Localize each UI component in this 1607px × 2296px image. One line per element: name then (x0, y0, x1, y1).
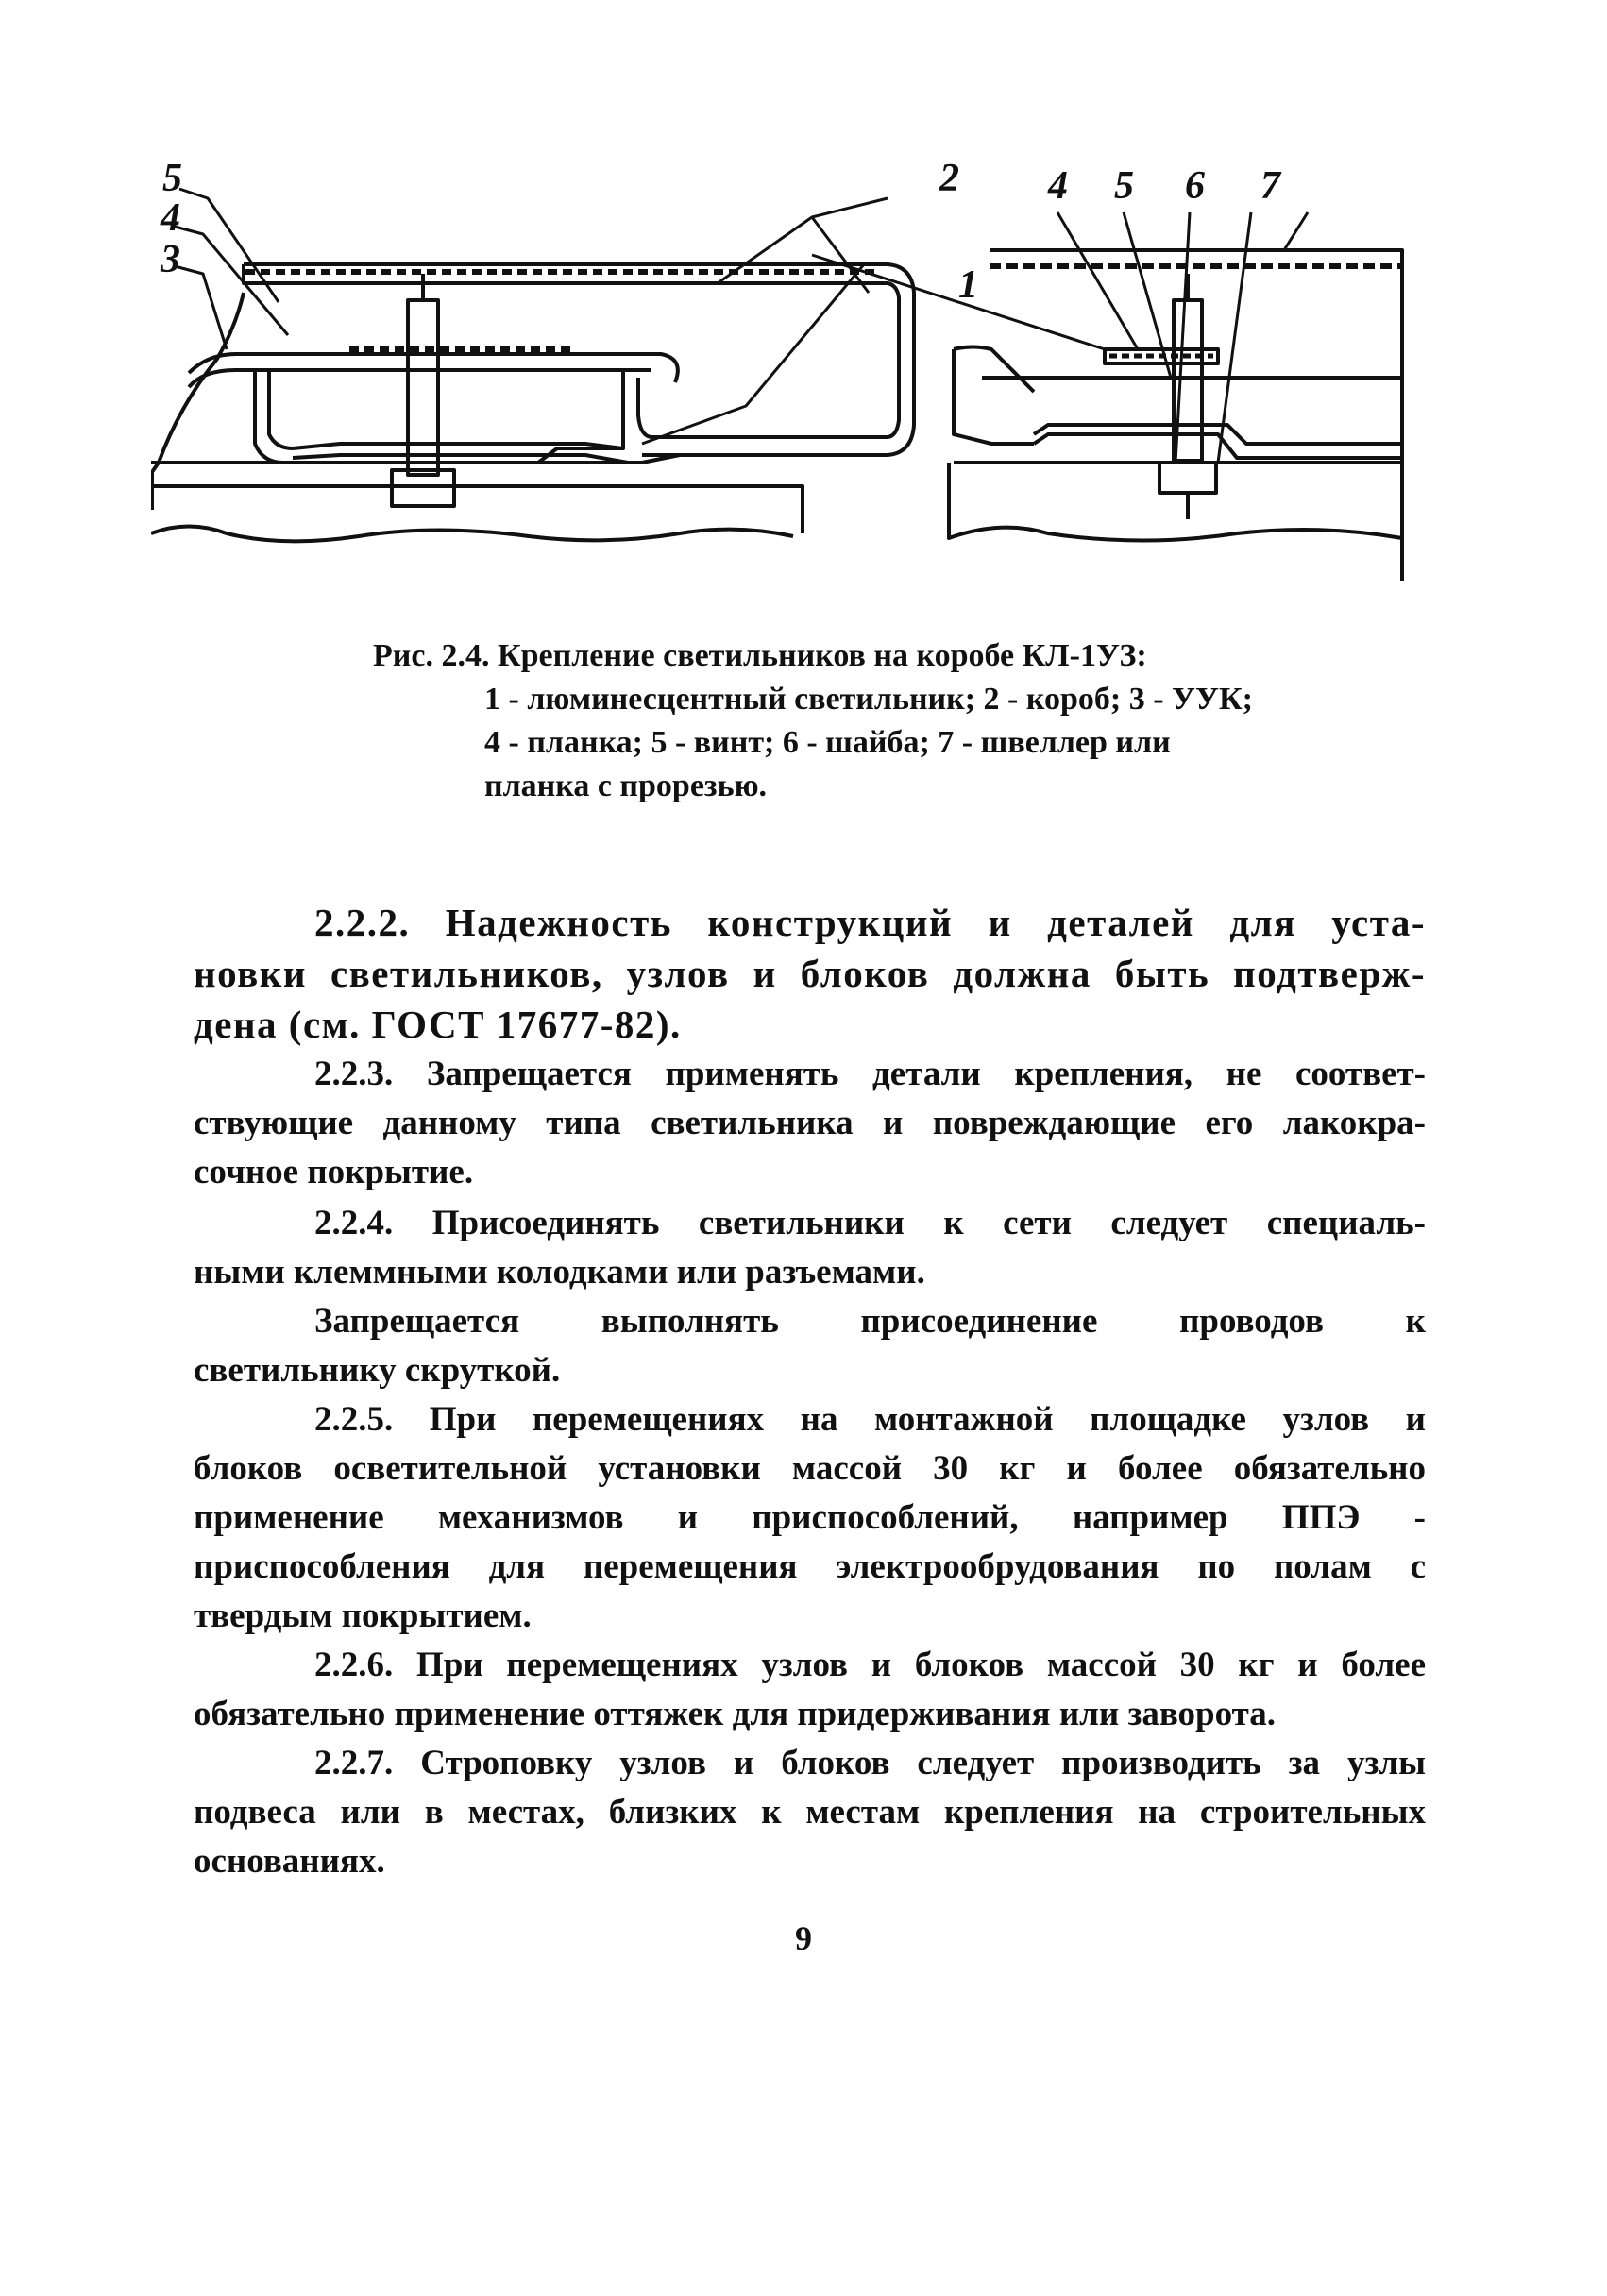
callout-6: 6 (1185, 164, 1205, 208)
caption-line: 1 - люминесцентный светильник; 2 - короб; 3 - УУК; (484, 682, 1253, 717)
paragraph-2-2-3 (194, 1050, 1426, 1197)
callout-5-left: 5 (162, 160, 182, 200)
text-line: 2.2.7. Строповку узлов и блоков следует производить за узлы (314, 1744, 1426, 1782)
callout-4-right: 4 (1048, 164, 1068, 208)
text-line: Запрещается выполнять присоединение проводов к (314, 1302, 1426, 1341)
text-line: новки светильников, узлов и блоков должна быть подтверж- (194, 952, 1426, 995)
callout-3-left: 3 (161, 238, 180, 281)
callout-4-left: 4 (161, 196, 180, 240)
text-line: ными клеммными колодками или разъемами. (194, 1253, 925, 1292)
figure-caption (373, 634, 1364, 808)
page-number: 9 (795, 1919, 812, 1957)
text-line: 2.2.5. При перемещениях на монтажной площадке узлов и (314, 1400, 1426, 1439)
callout-2: 2 (939, 160, 959, 200)
caption-line: планка с прорезью. (484, 768, 768, 803)
paragraph-2-2-7 (194, 1739, 1426, 1886)
paragraph-2-2-4-note (194, 1297, 1426, 1395)
text-line: дена (см. ГОСТ 17677-82). (194, 1003, 682, 1046)
text-line: применение механизмов и приспособлений, например ППЭ - (194, 1498, 1426, 1537)
text-line: блоков осветительной установки массой 30 кг и более обязательно (194, 1449, 1426, 1488)
callout-1: 1 (958, 263, 978, 307)
caption-line: Рис. 2.4. Крепление светильников на коробе КЛ-1УЗ: (373, 638, 1147, 673)
text-line: 2.2.6. При перемещениях узлов и блоков массой 30 кг и более (314, 1646, 1426, 1684)
text-line: основаниях. (194, 1842, 385, 1881)
text-line: 2.2.4. Присоединять светильники к сети следует специаль- (314, 1204, 1426, 1242)
callout-5-right: 5 (1114, 164, 1134, 208)
text-line: 2.2.3. Запрещается применять детали крепления, не соответ- (314, 1055, 1426, 1093)
paragraph-2-2-6 (194, 1641, 1426, 1739)
technical-drawing (151, 160, 1407, 604)
paragraph-2-2-4 (194, 1199, 1426, 1297)
text-line: твердым покрытием. (194, 1596, 532, 1635)
paragraph-2-2-2 (194, 897, 1426, 1050)
figure-mounting-drawing (151, 160, 1407, 604)
text-line: светильнику скруткой. (194, 1351, 561, 1390)
caption-line: 4 - планка; 5 - винт; 6 - шайба; 7 - швеллер или (484, 725, 1171, 760)
text-line: ствующие данному типа светильника и повреждающие его лакокра- (194, 1104, 1426, 1142)
callout-7: 7 (1260, 164, 1280, 208)
text-line: обязательно применение оттяжек для придерживания или заворота. (194, 1695, 1277, 1733)
paragraph-2-2-5 (194, 1395, 1426, 1641)
text-line: сочное покрытие. (194, 1153, 474, 1191)
text-line: 2.2.2. Надежность конструкций и деталей для уста- (314, 901, 1426, 944)
text-line: приспособления для перемещения электрообрудования по полам с (194, 1547, 1426, 1586)
text-line: подвеса или в местах, близких к местам крепления на строительных (194, 1793, 1426, 1832)
